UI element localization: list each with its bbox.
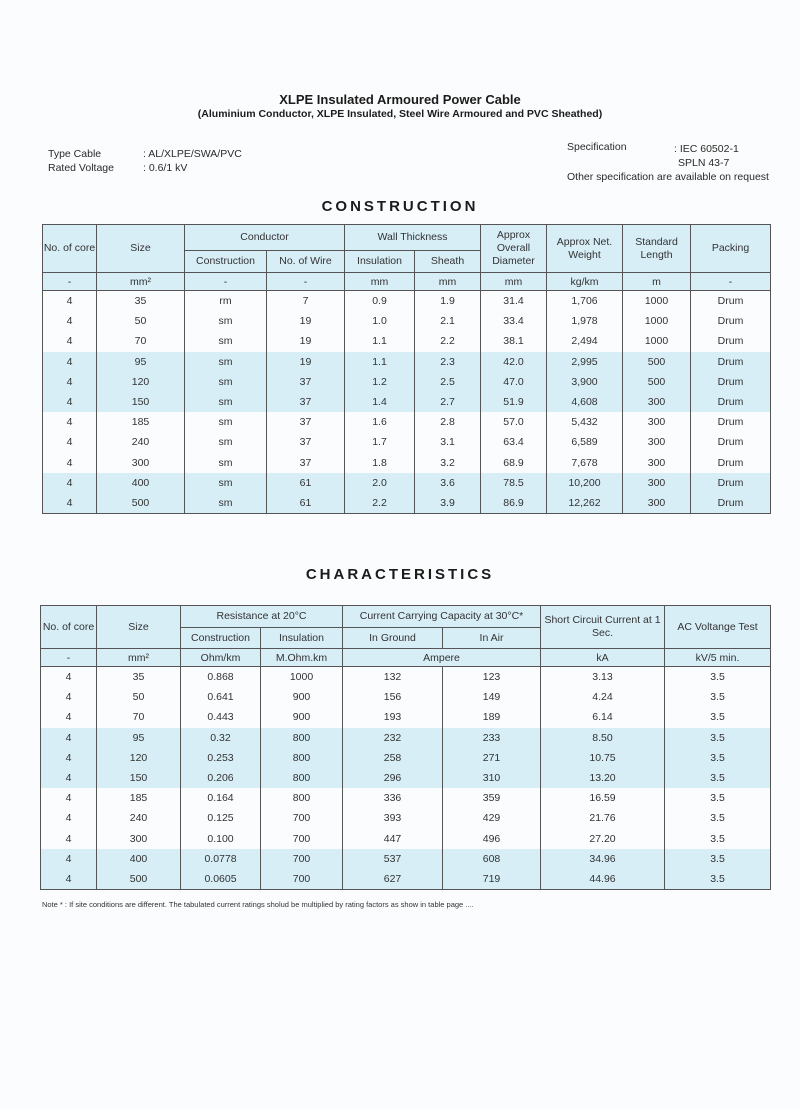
table-cell: 4 bbox=[41, 667, 97, 688]
construction-unit: - bbox=[185, 273, 267, 291]
table-cell: 0.868 bbox=[181, 667, 261, 688]
table-cell: 10,200 bbox=[547, 473, 623, 493]
table-cell: 700 bbox=[261, 849, 343, 869]
specification-label: Specification bbox=[567, 141, 627, 153]
col-resistance: Resistance at 20°C bbox=[181, 606, 343, 628]
table-row bbox=[43, 291, 771, 312]
table-cell: 2.3 bbox=[415, 352, 481, 372]
table-cell: 63.4 bbox=[481, 432, 547, 452]
table-row bbox=[41, 748, 771, 768]
table-cell: 4 bbox=[43, 331, 97, 351]
table-cell: 3.5 bbox=[665, 707, 771, 727]
table-cell: 27.20 bbox=[541, 829, 665, 849]
table-cell: 70 bbox=[97, 331, 185, 351]
table-cell: 2.7 bbox=[415, 392, 481, 412]
table-cell: 95 bbox=[97, 728, 181, 748]
table-cell: 900 bbox=[261, 687, 343, 707]
col-length: Standard Length bbox=[623, 225, 691, 273]
table-cell: 189 bbox=[443, 707, 541, 727]
table-cell: 4 bbox=[41, 849, 97, 869]
table-row bbox=[43, 372, 771, 392]
table-cell: 400 bbox=[97, 849, 181, 869]
table-cell: 3.5 bbox=[665, 849, 771, 869]
table-cell: 47.0 bbox=[481, 372, 547, 392]
table-cell: 700 bbox=[261, 869, 343, 890]
col-size: Size bbox=[97, 225, 185, 273]
characteristics-unit: kA bbox=[541, 649, 665, 667]
table-cell: 359 bbox=[443, 788, 541, 808]
table-cell: 31.4 bbox=[481, 291, 547, 312]
table-cell: 50 bbox=[97, 311, 185, 331]
characteristics-unit: - bbox=[41, 649, 97, 667]
table-cell: 3.5 bbox=[665, 687, 771, 707]
table-cell: 2.2 bbox=[345, 493, 415, 514]
table-cell: 86.9 bbox=[481, 493, 547, 514]
table-cell: Drum bbox=[691, 473, 771, 493]
table-cell: 4 bbox=[43, 291, 97, 312]
table-cell: 70 bbox=[97, 707, 181, 727]
table-cell: 3.6 bbox=[415, 473, 481, 493]
table-row bbox=[41, 768, 771, 788]
table-cell: 3.5 bbox=[665, 829, 771, 849]
col-wall-thickness: Wall Thickness bbox=[345, 225, 481, 251]
table-cell: 3.9 bbox=[415, 493, 481, 514]
table-cell: 21.76 bbox=[541, 808, 665, 828]
table-cell: 4 bbox=[41, 728, 97, 748]
table-cell: 3,900 bbox=[547, 372, 623, 392]
table-cell: 1,706 bbox=[547, 291, 623, 312]
construction-unit: mm² bbox=[97, 273, 185, 291]
table-cell: 400 bbox=[97, 473, 185, 493]
table-cell: 3.2 bbox=[415, 453, 481, 473]
table-cell: 132 bbox=[343, 667, 443, 688]
characteristics-title: CHARACTERISTICS bbox=[305, 566, 495, 583]
col-no-core: No. of core bbox=[41, 606, 97, 649]
table-row bbox=[43, 352, 771, 372]
table-cell: 33.4 bbox=[481, 311, 547, 331]
table-cell: 1.7 bbox=[345, 432, 415, 452]
table-cell: 300 bbox=[97, 829, 181, 849]
characteristics-unit: Ohm/km bbox=[181, 649, 261, 667]
construction-unit: kg/km bbox=[547, 273, 623, 291]
table-cell: 95 bbox=[97, 352, 185, 372]
table-cell: 537 bbox=[343, 849, 443, 869]
table-cell: 4 bbox=[43, 311, 97, 331]
table-cell: 12,262 bbox=[547, 493, 623, 514]
table-cell: 500 bbox=[97, 493, 185, 514]
table-cell: 3.5 bbox=[665, 667, 771, 688]
col-size: Size bbox=[97, 606, 181, 649]
table-cell: 35 bbox=[97, 667, 181, 688]
table-cell: 57.0 bbox=[481, 412, 547, 432]
type-cable-value: : AL/XLPE/SWA/PVC bbox=[143, 148, 242, 160]
table-cell: 4 bbox=[41, 768, 97, 788]
table-cell: 7,678 bbox=[547, 453, 623, 473]
table-cell: 4 bbox=[43, 432, 97, 452]
table-cell: 0.164 bbox=[181, 788, 261, 808]
table-row bbox=[43, 473, 771, 493]
table-row bbox=[41, 788, 771, 808]
table-cell: 50 bbox=[97, 687, 181, 707]
table-cell: 429 bbox=[443, 808, 541, 828]
table-cell: Drum bbox=[691, 291, 771, 312]
table-cell: 2,995 bbox=[547, 352, 623, 372]
table-cell: 0.641 bbox=[181, 687, 261, 707]
table-cell: 37 bbox=[267, 412, 345, 432]
table-cell: 3.5 bbox=[665, 808, 771, 828]
table-cell: 300 bbox=[623, 473, 691, 493]
table-cell: 4 bbox=[41, 707, 97, 727]
col-construction: Construction bbox=[185, 251, 267, 273]
table-cell: 13.20 bbox=[541, 768, 665, 788]
table-cell: 3.1 bbox=[415, 432, 481, 452]
table-cell: Drum bbox=[691, 493, 771, 514]
table-cell: 78.5 bbox=[481, 473, 547, 493]
table-cell: sm bbox=[185, 412, 267, 432]
table-cell: 3.5 bbox=[665, 748, 771, 768]
table-cell: 185 bbox=[97, 412, 185, 432]
page-subtitle: (Aluminium Conductor, XLPE Insulated, Steel Wire Armoured and PVC Sheathed) bbox=[197, 108, 603, 120]
table-cell: 900 bbox=[261, 707, 343, 727]
page-title: XLPE Insulated Armoured Power Cable bbox=[279, 92, 521, 107]
table-cell: 0.253 bbox=[181, 748, 261, 768]
table-cell: 0.100 bbox=[181, 829, 261, 849]
table-row bbox=[41, 728, 771, 748]
specification-value-2: SPLN 43-7 bbox=[678, 157, 730, 169]
table-cell: 7 bbox=[267, 291, 345, 312]
table-cell: 2.8 bbox=[415, 412, 481, 432]
table-cell: 10.75 bbox=[541, 748, 665, 768]
table-cell: 0.32 bbox=[181, 728, 261, 748]
col-no-wire: No. of Wire bbox=[267, 251, 345, 273]
table-cell: sm bbox=[185, 453, 267, 473]
table-cell: 4 bbox=[41, 687, 97, 707]
construction-unit: mm bbox=[345, 273, 415, 291]
table-cell: 0.0778 bbox=[181, 849, 261, 869]
table-row bbox=[43, 392, 771, 412]
col-ac-test: AC Voltange Test bbox=[665, 606, 771, 649]
col-insulation: Insulation bbox=[345, 251, 415, 273]
table-cell: sm bbox=[185, 392, 267, 412]
table-row bbox=[43, 412, 771, 432]
specification-note: Other specification are available on request bbox=[567, 171, 769, 183]
table-cell: 1000 bbox=[261, 667, 343, 688]
table-cell: 296 bbox=[343, 768, 443, 788]
table-cell: 6,589 bbox=[547, 432, 623, 452]
table-cell: 4 bbox=[41, 808, 97, 828]
table-cell: 4 bbox=[43, 412, 97, 432]
construction-unit: mm bbox=[481, 273, 547, 291]
table-cell: 4.24 bbox=[541, 687, 665, 707]
table-cell: 800 bbox=[261, 728, 343, 748]
table-cell: 300 bbox=[623, 392, 691, 412]
table-cell: Drum bbox=[691, 331, 771, 351]
table-cell: 1000 bbox=[623, 331, 691, 351]
table-cell: 0.9 bbox=[345, 291, 415, 312]
table-cell: 300 bbox=[97, 453, 185, 473]
table-cell: 447 bbox=[343, 829, 443, 849]
footnote: Note * : If site conditions are different. The tabulated current ratings sholud be multiplied by rating factors as show in table page .... bbox=[42, 900, 474, 909]
table-cell: 8.50 bbox=[541, 728, 665, 748]
table-row bbox=[41, 869, 771, 890]
table-cell: 35 bbox=[97, 291, 185, 312]
table-cell: 700 bbox=[261, 829, 343, 849]
table-cell: 4 bbox=[43, 352, 97, 372]
table-cell: 2.2 bbox=[415, 331, 481, 351]
table-cell: 4,608 bbox=[547, 392, 623, 412]
characteristics-unit: Ampere bbox=[343, 649, 541, 667]
table-cell: 300 bbox=[623, 432, 691, 452]
table-cell: 6.14 bbox=[541, 707, 665, 727]
table-cell: 68.9 bbox=[481, 453, 547, 473]
table-row bbox=[43, 331, 771, 351]
table-cell: 185 bbox=[97, 788, 181, 808]
table-cell: 240 bbox=[97, 432, 185, 452]
table-cell: Drum bbox=[691, 453, 771, 473]
table-cell: Drum bbox=[691, 311, 771, 331]
table-cell: 44.96 bbox=[541, 869, 665, 890]
table-row bbox=[41, 707, 771, 727]
table-cell: 300 bbox=[623, 453, 691, 473]
table-cell: 149 bbox=[443, 687, 541, 707]
table-cell: 3.5 bbox=[665, 788, 771, 808]
table-row bbox=[41, 829, 771, 849]
table-cell: Drum bbox=[691, 372, 771, 392]
col-no-core: No. of core bbox=[43, 225, 97, 273]
table-cell: 500 bbox=[623, 372, 691, 392]
table-cell: sm bbox=[185, 352, 267, 372]
characteristics-table bbox=[40, 605, 771, 890]
characteristics-unit: kV/5 min. bbox=[665, 649, 771, 667]
col-weight: Approx Net. Weight bbox=[547, 225, 623, 273]
table-cell: 1.8 bbox=[345, 453, 415, 473]
table-cell: 1000 bbox=[623, 291, 691, 312]
col-diameter: Approx Overall Diameter bbox=[481, 225, 547, 273]
table-cell: 34.96 bbox=[541, 849, 665, 869]
table-cell: 3.5 bbox=[665, 768, 771, 788]
table-cell: 271 bbox=[443, 748, 541, 768]
table-cell: 2.0 bbox=[345, 473, 415, 493]
construction-table bbox=[42, 224, 771, 514]
table-cell: 37 bbox=[267, 432, 345, 452]
table-cell: 1,978 bbox=[547, 311, 623, 331]
table-cell: 1.1 bbox=[345, 352, 415, 372]
col-packing: Packing bbox=[691, 225, 771, 273]
table-cell: 38.1 bbox=[481, 331, 547, 351]
table-cell: 336 bbox=[343, 788, 443, 808]
rated-voltage-value: : 0.6/1 kV bbox=[143, 162, 188, 174]
table-cell: 150 bbox=[97, 768, 181, 788]
construction-title: CONSTRUCTION bbox=[321, 198, 479, 215]
table-cell: 4 bbox=[41, 748, 97, 768]
type-cable-label: Type Cable bbox=[48, 148, 102, 160]
table-cell: sm bbox=[185, 311, 267, 331]
table-cell: 4 bbox=[43, 392, 97, 412]
table-cell: 1.9 bbox=[415, 291, 481, 312]
table-cell: 51.9 bbox=[481, 392, 547, 412]
table-cell: 310 bbox=[443, 768, 541, 788]
table-cell: 37 bbox=[267, 392, 345, 412]
table-cell: 300 bbox=[623, 412, 691, 432]
table-cell: 0.206 bbox=[181, 768, 261, 788]
construction-unit: - bbox=[43, 273, 97, 291]
table-cell: 5,432 bbox=[547, 412, 623, 432]
characteristics-unit: M.Ohm.km bbox=[261, 649, 343, 667]
table-cell: 16.59 bbox=[541, 788, 665, 808]
table-cell: 232 bbox=[343, 728, 443, 748]
table-cell: 19 bbox=[267, 352, 345, 372]
table-cell: 19 bbox=[267, 311, 345, 331]
table-cell: 150 bbox=[97, 392, 185, 412]
table-cell: 4 bbox=[43, 473, 97, 493]
col-current-capacity: Current Carrying Capacity at 30°C* bbox=[343, 606, 541, 628]
specification-value-1: : IEC 60502-1 bbox=[674, 143, 739, 155]
table-cell: 500 bbox=[97, 869, 181, 890]
table-cell: 120 bbox=[97, 372, 185, 392]
table-cell: 608 bbox=[443, 849, 541, 869]
table-cell: Drum bbox=[691, 412, 771, 432]
table-cell: 0.125 bbox=[181, 808, 261, 828]
table-row bbox=[41, 667, 771, 688]
construction-unit: - bbox=[691, 273, 771, 291]
table-cell: 0.443 bbox=[181, 707, 261, 727]
table-cell: 800 bbox=[261, 788, 343, 808]
table-cell: Drum bbox=[691, 352, 771, 372]
table-cell: 37 bbox=[267, 372, 345, 392]
table-cell: 627 bbox=[343, 869, 443, 890]
table-cell: 496 bbox=[443, 829, 541, 849]
table-cell: 1.0 bbox=[345, 311, 415, 331]
table-cell: 3.13 bbox=[541, 667, 665, 688]
table-cell: 1.1 bbox=[345, 331, 415, 351]
characteristics-unit: mm² bbox=[97, 649, 181, 667]
table-cell: 4 bbox=[43, 372, 97, 392]
table-cell: 2.5 bbox=[415, 372, 481, 392]
construction-unit: - bbox=[267, 273, 345, 291]
table-cell: sm bbox=[185, 473, 267, 493]
table-cell: 193 bbox=[343, 707, 443, 727]
table-cell: 123 bbox=[443, 667, 541, 688]
col-res-construction: Construction bbox=[181, 628, 261, 649]
table-row bbox=[41, 687, 771, 707]
table-cell: sm bbox=[185, 493, 267, 514]
table-cell: 156 bbox=[343, 687, 443, 707]
construction-unit: mm bbox=[415, 273, 481, 291]
table-cell: sm bbox=[185, 432, 267, 452]
table-cell: 258 bbox=[343, 748, 443, 768]
table-row bbox=[43, 453, 771, 473]
table-cell: 19 bbox=[267, 331, 345, 351]
table-cell: sm bbox=[185, 331, 267, 351]
table-cell: 1.4 bbox=[345, 392, 415, 412]
rated-voltage-label: Rated Voltage bbox=[48, 162, 114, 174]
table-cell: 4 bbox=[41, 829, 97, 849]
table-cell: 3.5 bbox=[665, 728, 771, 748]
table-cell: 800 bbox=[261, 768, 343, 788]
table-cell: 37 bbox=[267, 453, 345, 473]
table-cell: Drum bbox=[691, 432, 771, 452]
table-cell: 800 bbox=[261, 748, 343, 768]
table-cell: 42.0 bbox=[481, 352, 547, 372]
table-cell: 61 bbox=[267, 473, 345, 493]
table-cell: Drum bbox=[691, 392, 771, 412]
col-short-circuit: Short Circuit Current at 1 Sec. bbox=[541, 606, 665, 649]
table-cell: 61 bbox=[267, 493, 345, 514]
table-cell: 393 bbox=[343, 808, 443, 828]
table-cell: 2,494 bbox=[547, 331, 623, 351]
table-cell: rm bbox=[185, 291, 267, 312]
table-cell: 4 bbox=[43, 493, 97, 514]
table-row bbox=[41, 849, 771, 869]
table-cell: 300 bbox=[623, 493, 691, 514]
table-row bbox=[41, 808, 771, 828]
table-row bbox=[43, 311, 771, 331]
table-cell: 240 bbox=[97, 808, 181, 828]
table-cell: 1000 bbox=[623, 311, 691, 331]
col-in-air: In Air bbox=[443, 628, 541, 649]
col-sheath: Sheath bbox=[415, 251, 481, 273]
table-cell: 1.6 bbox=[345, 412, 415, 432]
col-res-insulation: Insulation bbox=[261, 628, 343, 649]
table-row bbox=[43, 432, 771, 452]
table-cell: 120 bbox=[97, 748, 181, 768]
table-cell: 4 bbox=[41, 869, 97, 890]
construction-unit: m bbox=[623, 273, 691, 291]
table-cell: 500 bbox=[623, 352, 691, 372]
col-conductor: Conductor bbox=[185, 225, 345, 251]
table-cell: sm bbox=[185, 372, 267, 392]
table-cell: 719 bbox=[443, 869, 541, 890]
table-cell: 3.5 bbox=[665, 869, 771, 890]
col-in-ground: In Ground bbox=[343, 628, 443, 649]
table-cell: 0.0605 bbox=[181, 869, 261, 890]
table-cell: 700 bbox=[261, 808, 343, 828]
table-row bbox=[43, 493, 771, 514]
table-cell: 4 bbox=[43, 453, 97, 473]
table-cell: 2.1 bbox=[415, 311, 481, 331]
table-cell: 1.2 bbox=[345, 372, 415, 392]
table-cell: 233 bbox=[443, 728, 541, 748]
table-cell: 4 bbox=[41, 788, 97, 808]
